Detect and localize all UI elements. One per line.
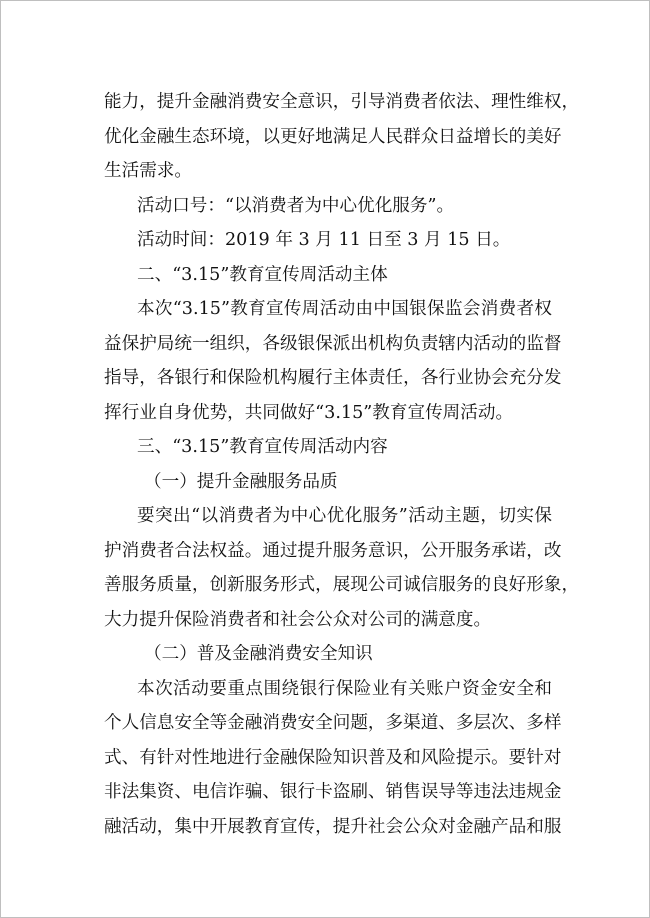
- text-line: 益保护局统一组织，各级银保派出机构负责辖内活动的监督: [104, 333, 562, 354]
- text-line: 式、有针对性地进行金融保险知识普及和风险提示。要针对: [104, 747, 562, 768]
- text-line: 本次活动要重点围绕银行保险业有关账户资金安全和: [137, 678, 552, 699]
- text-line: 大力提升保险消费者和社会公众对公司的满意度。: [104, 609, 492, 630]
- text-line: 优化金融生态环境，以更好地满足人民群众日益增长的美好: [104, 126, 562, 147]
- text-line: 活动时间：2019 年 3 月 11 日至 3 月 15 日。: [137, 230, 511, 250]
- text-line: 本次“3.15”教育宣传周活动由中国银保监会消费者权: [137, 299, 552, 319]
- text-line: 非法集资、电信诈骗、银行卡盗刷、销售误导等违法违规金: [104, 782, 562, 802]
- text-line: 指导，各银行和保险机构履行主体责任，各行业协会充分发: [104, 368, 562, 388]
- text-line: 挥行业自身优势，共同做好“3.15”教育宣传周活动。: [104, 402, 514, 423]
- text-line: 能力，提升金融消费安全意识，引导消费者依法、理性维权，: [104, 92, 580, 112]
- text-line: 活动口号：“以消费者为中心优化服务”。: [137, 195, 455, 216]
- document-body: [104, 85, 580, 844]
- text-line: 融活动，集中开展教育宣传，提升社会公众对金融产品和服: [104, 816, 562, 837]
- text-line: 护消费者合法权益。通过提升服务意识，公开服务承诺，改: [104, 540, 562, 561]
- text-line: 善服务质量，创新服务形式，展现公司诚信服务的良好形象，: [104, 575, 580, 595]
- text-line: 生活需求。: [104, 161, 192, 181]
- text-line: 要突出“以消费者为中心优化服务”活动主题，切实保: [137, 506, 552, 526]
- text-line: 二、“3.15”教育宣传周活动主体: [137, 264, 388, 285]
- text-line: （一）提升金融服务品质: [144, 471, 338, 492]
- text-line: 三、“3.15”教育宣传周活动内容: [137, 437, 388, 457]
- text-line: （二）普及金融消费安全知识: [144, 644, 373, 664]
- text-line: 个人信息安全等金融消费安全问题，多渠道、多层次、多样: [104, 713, 562, 733]
